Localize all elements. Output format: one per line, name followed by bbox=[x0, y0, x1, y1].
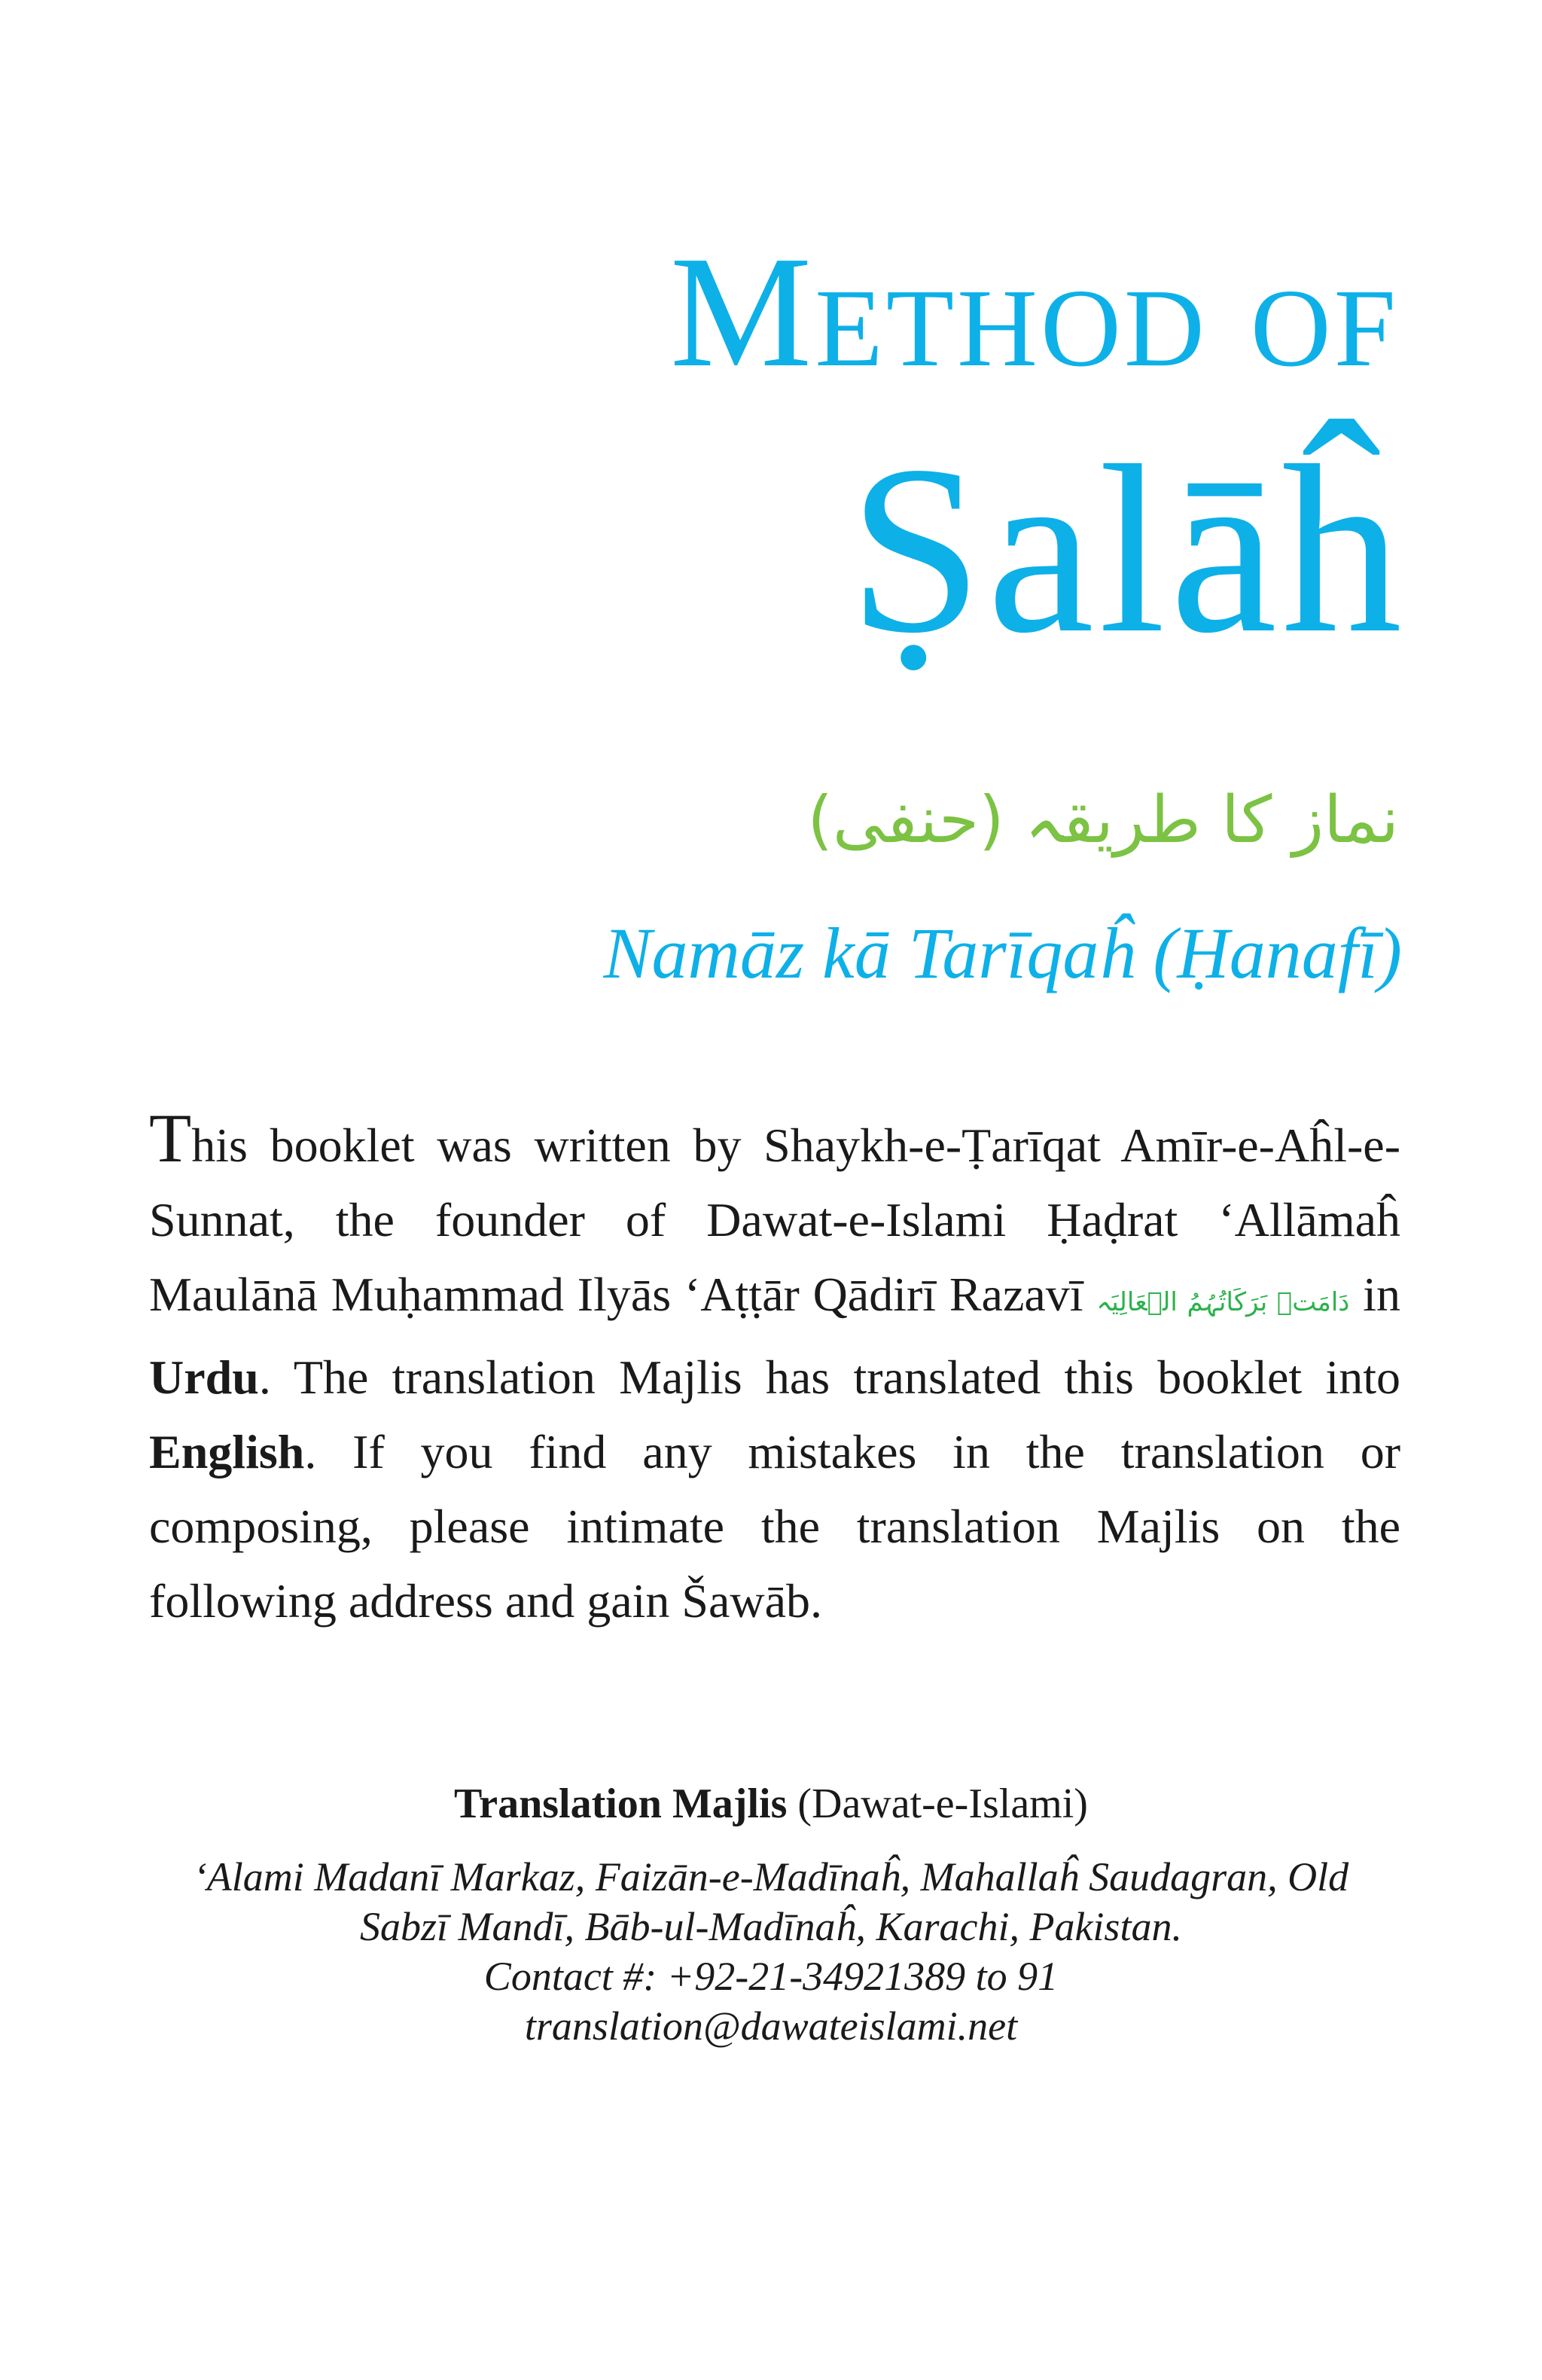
contact-email[interactable]: translation@dawateislami.net bbox=[524, 2003, 1018, 2049]
contact-block bbox=[0, 1774, 1542, 2051]
intro-text-part-2: in bbox=[1349, 1268, 1401, 1321]
urdu-title: نماز کا طریقہ (حنفی) bbox=[807, 783, 1399, 858]
honorific-urdu: دَامَتۡ بَرَکَاتُہُمُ الۡعَالِیَہ bbox=[1096, 1287, 1350, 1317]
contact-phone: Contact #: +92-21-34921389 to 91 bbox=[483, 1954, 1059, 1999]
address-line-2: Sabzī Mandī, Bāb-ul-Madīnaĥ, Karachi, Pakistan. bbox=[360, 1904, 1182, 1949]
organization-parent: (Dawat-e-Islami) bbox=[787, 1780, 1088, 1827]
intro-bold-english: English bbox=[149, 1425, 305, 1478]
intro-text-part-1: his booklet was written by Shaykh-e-Ṭarīqat Amīr-e-Aĥl-e-Sunnat, the founder of Dawat-e-Islami Ḥaḍrat ‘Allāmaĥ Maulānā Muḥammad Ilyās ‘Aṭṭār Qādirī Razavī bbox=[149, 1118, 1400, 1321]
organization-name: Translation Majlis bbox=[454, 1780, 788, 1827]
intro-text-part-3: . The translation Majlis has translated this booklet into bbox=[258, 1350, 1400, 1404]
title-method-of: Method of bbox=[669, 223, 1399, 400]
organization-line bbox=[0, 1774, 1542, 1834]
intro-bold-urdu: Urdu bbox=[149, 1350, 259, 1404]
intro-text-part-4: . If you find any mistakes in the translation or composing, please intimate the translation Majlis on the following address and gain Šawāb. bbox=[149, 1425, 1400, 1628]
drop-cap: T bbox=[149, 1100, 192, 1176]
intro-paragraph bbox=[149, 1101, 1400, 1638]
title-salah: Ṣalāĥ bbox=[849, 416, 1406, 683]
transliterated-title: Namāz kā Tarīqaĥ (Ḥanafī) bbox=[603, 913, 1402, 993]
address-line-1: ‘Alami Madanī Markaz, Faizān-e-Madīnaĥ, Mahallaĥ Saudagran, Old bbox=[193, 1854, 1349, 1899]
